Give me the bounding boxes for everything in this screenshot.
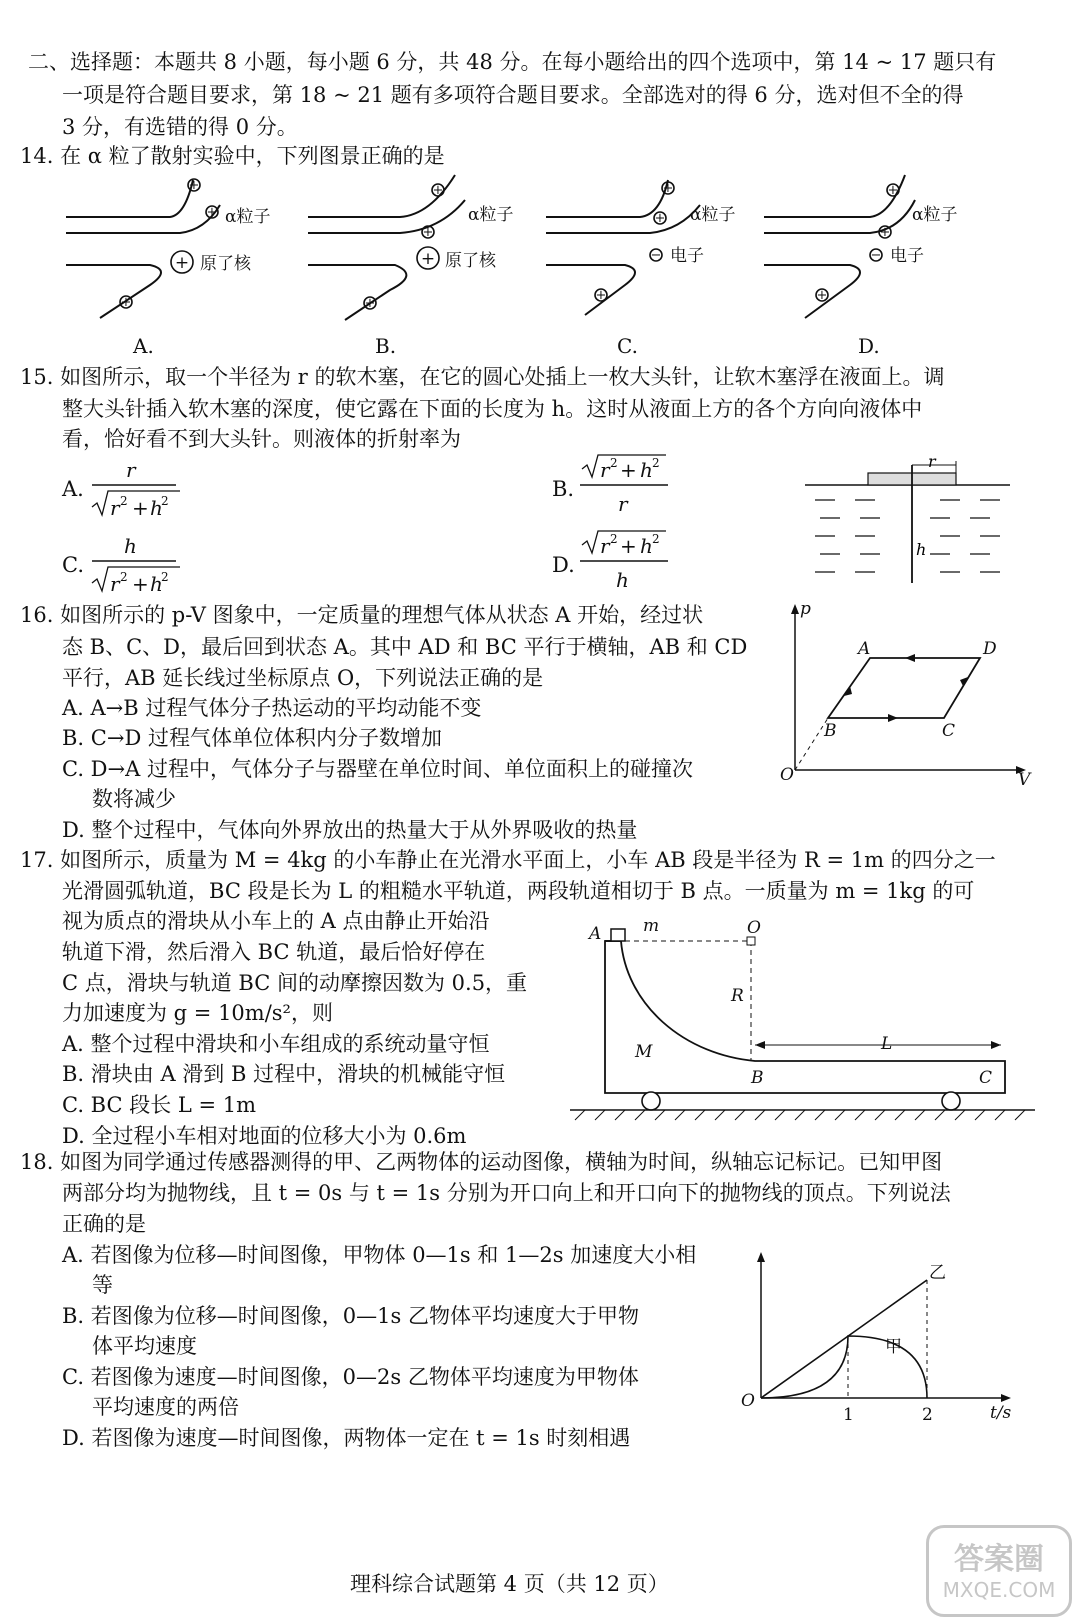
svg-text:2: 2: [610, 532, 618, 546]
svg-text:h: h: [150, 496, 163, 520]
q15-option-c-label: C.: [62, 553, 84, 577]
q18-option-d: D. 若图像为速度—时间图像，两物体一定在 t = 1s 时刻相遇: [62, 1426, 631, 1450]
q16-option-d: D. 整个过程中，气体向外界放出的热量大于从外界吸收的热量: [62, 818, 638, 842]
q17-fig-m: m: [643, 916, 660, 936]
svg-text:+: +: [432, 183, 444, 198]
q17-stem-line6: 力加速度为 g = 10m/s²，则: [62, 1001, 333, 1025]
q14-label-alpha-c: α粒子: [690, 205, 736, 225]
q17-fig-c: C: [979, 1068, 993, 1088]
section-heading-line2: 一项是符合题目要求，第 18 ~ 21 题有多项符合题目要求。全部选对的得 6 分，选对但不全的得: [62, 83, 964, 107]
q14-option-a: A.: [133, 334, 154, 358]
svg-text:+: +: [120, 295, 132, 310]
svg-text:2: 2: [652, 532, 660, 546]
q14-option-c: C.: [617, 334, 638, 358]
q16-stem-line1: 16. 如图所示的 p-V 图象中，一定质量的理想气体从状态 A 开始，经过状: [20, 603, 704, 627]
q18-graph-figure: [735, 1250, 1025, 1450]
q18-option-b-line2: 体平均速度: [92, 1334, 197, 1358]
svg-text:r: r: [110, 572, 120, 596]
svg-text:r: r: [600, 534, 610, 558]
svg-text:h: h: [640, 534, 653, 558]
q14-stem: 14. 在 α 粒了散射实验中，下列图景正确的是: [20, 144, 445, 168]
svg-text:h: h: [640, 458, 653, 482]
q18-option-a-line1: A. 若图像为位移—时间图像，甲物体 0—1s 和 1—2s 加速度大小相: [62, 1243, 697, 1267]
q16-option-b: B. C→D 过程气体单位体积内分子数增加: [62, 726, 442, 750]
q17-fig-o: O: [747, 918, 761, 938]
svg-text:r: r: [110, 496, 120, 520]
svg-text:2: 2: [120, 570, 128, 584]
q18-stem-line3: 正确的是: [62, 1212, 146, 1236]
q18-option-c-line1: C. 若图像为速度—时间图像，0—2s 乙物体平均速度为甲物体: [62, 1365, 639, 1389]
q14-option-d: D.: [858, 334, 880, 358]
q16-fig-p: p: [800, 599, 811, 619]
q17-fig-l: L: [881, 1034, 893, 1054]
q16-stem-line2: 态 B、C、D，最后回到状态 A。其中 AD 和 BC 平行于横轴，AB 和 CD: [62, 635, 748, 659]
svg-text:+: +: [364, 296, 376, 311]
q17-fig-a: A: [589, 924, 602, 944]
watermark-logo: [926, 1525, 1072, 1617]
q14-label-nucleus-a: 原了核: [200, 254, 251, 274]
svg-text:h: h: [124, 534, 137, 558]
q14-figure: [0, 170, 1080, 370]
svg-text:+: +: [620, 458, 637, 482]
q18-fig-t1: 1: [843, 1405, 854, 1425]
q17-stem-line2: 光滑圆弧轨道，BC 段是长为 L 的粗糙水平轨道，两段轨道相切于 B 点。一质量为 m = 1kg 的可: [62, 879, 975, 903]
svg-text:2: 2: [120, 494, 128, 508]
q16-fig-v: V: [1018, 770, 1031, 790]
q14-option-b: B.: [375, 334, 397, 358]
q16-fig-d: D: [983, 639, 997, 659]
q18-option-a-line2: 等: [92, 1273, 113, 1297]
q14-label-nucleus-b: 原了核: [445, 251, 496, 271]
svg-text:2: 2: [652, 456, 660, 470]
q18-stem-line2: 两部分均为抛物线，且 t = 0s 与 t = 1s 分别为开口向上和开口向下的抛物线的顶点。下列说法: [62, 1181, 951, 1205]
q15-stem-line3: 看，恰好看不到大头针。则液体的折射率为: [62, 427, 461, 451]
q17-option-d: D. 全过程小车相对地面的位移大小为 0.6m: [62, 1124, 467, 1148]
q15-option-d-label: D.: [552, 553, 575, 577]
q18-option-b-line1: B. 若图像为位移—时间图像，0—1s 乙物体平均速度大于甲物: [62, 1304, 639, 1328]
q14-label-electron-d: 电子: [890, 246, 924, 266]
q18-fig-o: O: [741, 1391, 755, 1411]
q15-figure: [800, 452, 1060, 595]
svg-text:r: r: [600, 458, 610, 482]
svg-text:+: +: [654, 211, 666, 226]
q17-option-b: B. 滑块由 A 滑到 B 过程中，滑块的机械能守恒: [62, 1062, 506, 1086]
section-heading-line1: 二、选择题：本题共 8 小题，每小题 6 分，共 48 分。在每小题给出的四个选项中，第 14 ~ 17 题只有: [28, 50, 997, 74]
q18-fig-yi: 乙: [929, 1263, 946, 1283]
q17-stem-line3: 视为质点的滑块从小车上的 A 点由静止开始沿: [62, 909, 490, 933]
section-heading-line3: 3 分，有选错的得 0 分。: [62, 115, 298, 139]
svg-text:2: 2: [610, 456, 618, 470]
q16-fig-o: O: [780, 765, 794, 785]
svg-text:+: +: [816, 288, 828, 303]
svg-text:+: +: [422, 225, 434, 240]
svg-text:+: +: [887, 183, 899, 198]
svg-text:h: h: [150, 572, 163, 596]
q14-label-electron-c: 电子: [670, 246, 704, 266]
q14-label-alpha-b: α粒子: [468, 205, 514, 225]
q17-fig-r: R: [731, 986, 744, 1006]
watermark-text: 答案圈: [954, 1542, 1044, 1577]
svg-text:+: +: [206, 205, 218, 220]
svg-text:r: r: [618, 492, 628, 516]
svg-text:2: 2: [161, 494, 169, 508]
q17-fig-bigm: M: [635, 1042, 653, 1062]
q17-fig-b: B: [751, 1068, 764, 1088]
q15-stem-line2: 整大头针插入软木塞的深度，使它露在下面的长度为 h。这时从液面上方的各个方向向液体中: [62, 397, 923, 421]
q16-fig-a: A: [858, 639, 871, 659]
q17-cart-figure: [565, 915, 1045, 1125]
q18-fig-t2: 2: [922, 1405, 933, 1425]
svg-text:+: +: [620, 534, 637, 558]
q16-pv-figure: [780, 600, 1040, 800]
svg-text:+: +: [174, 253, 190, 273]
q15-fig-h: h: [916, 540, 927, 559]
q16-option-c-line1: C. D→A 过程中，气体分子与器壁在单位时间、单位面积上的碰撞次: [62, 757, 693, 781]
q17-stem-line4: 轨道下滑，然后滑入 BC 轨道，最后恰好停在: [62, 940, 486, 964]
svg-text:h: h: [616, 568, 629, 592]
svg-text:+: +: [188, 178, 200, 193]
q14-label-alpha-a: α粒子: [225, 207, 271, 227]
svg-text:−: −: [650, 248, 662, 263]
svg-text:+: +: [662, 181, 674, 196]
page-footer: 理科综合试题第 4 页（共 12 页）: [350, 1572, 669, 1596]
q18-option-c-line2: 平均速度的两倍: [92, 1395, 239, 1419]
q17-option-a: A. 整个过程中滑块和小车组成的系统动量守恒: [62, 1032, 490, 1056]
q16-fig-b: B: [824, 721, 837, 741]
svg-text:2: 2: [161, 570, 169, 584]
watermark-url: MXQE.COM: [942, 1578, 1056, 1602]
q16-option-a: A. A→B 过程气体分子热运动的平均动能不变: [62, 696, 482, 720]
q16-fig-c: C: [942, 721, 956, 741]
q17-option-c: C. BC 段长 L = 1m: [62, 1093, 257, 1117]
svg-text:+: +: [879, 225, 891, 240]
svg-text:+: +: [132, 496, 149, 520]
svg-text:+: +: [132, 572, 149, 596]
q14-label-alpha-d: α粒子: [912, 205, 958, 225]
q16-stem-line3: 平行，AB 延长线过坐标原点 O，下列说法正确的是: [62, 666, 544, 690]
q18-fig-ts: t/s: [990, 1403, 1012, 1423]
svg-text:+: +: [420, 249, 436, 269]
q16-option-c-line2: 数将减少: [92, 787, 176, 811]
q15-stem-line1: 15. 如图所示，取一个半径为 r 的软木塞，在它的圆心处插上一枚大头针，让软木塞浮在液面上。调: [20, 365, 945, 389]
q15-option-a-label: A.: [62, 477, 84, 501]
svg-text:+: +: [595, 288, 607, 303]
svg-text:−: −: [870, 248, 882, 263]
q18-fig-jia: 甲: [885, 1337, 902, 1357]
q17-stem-line1: 17. 如图所示，质量为 M = 4kg 的小车静止在光滑水平面上，小车 AB 段是半径为 R = 1m 的四分之一: [20, 848, 996, 872]
q17-stem-line5: C 点，滑块与轨道 BC 间的动摩擦因数为 0.5，重: [62, 971, 528, 995]
q18-stem-line1: 18. 如图为同学通过传感器测得的甲、乙两物体的运动图像，横轴为时间，纵轴忘记标记。已知甲图: [20, 1150, 943, 1174]
q15-fig-r: r: [928, 452, 936, 471]
q15-option-b-label: B.: [552, 477, 575, 501]
svg-text:r: r: [126, 458, 136, 482]
